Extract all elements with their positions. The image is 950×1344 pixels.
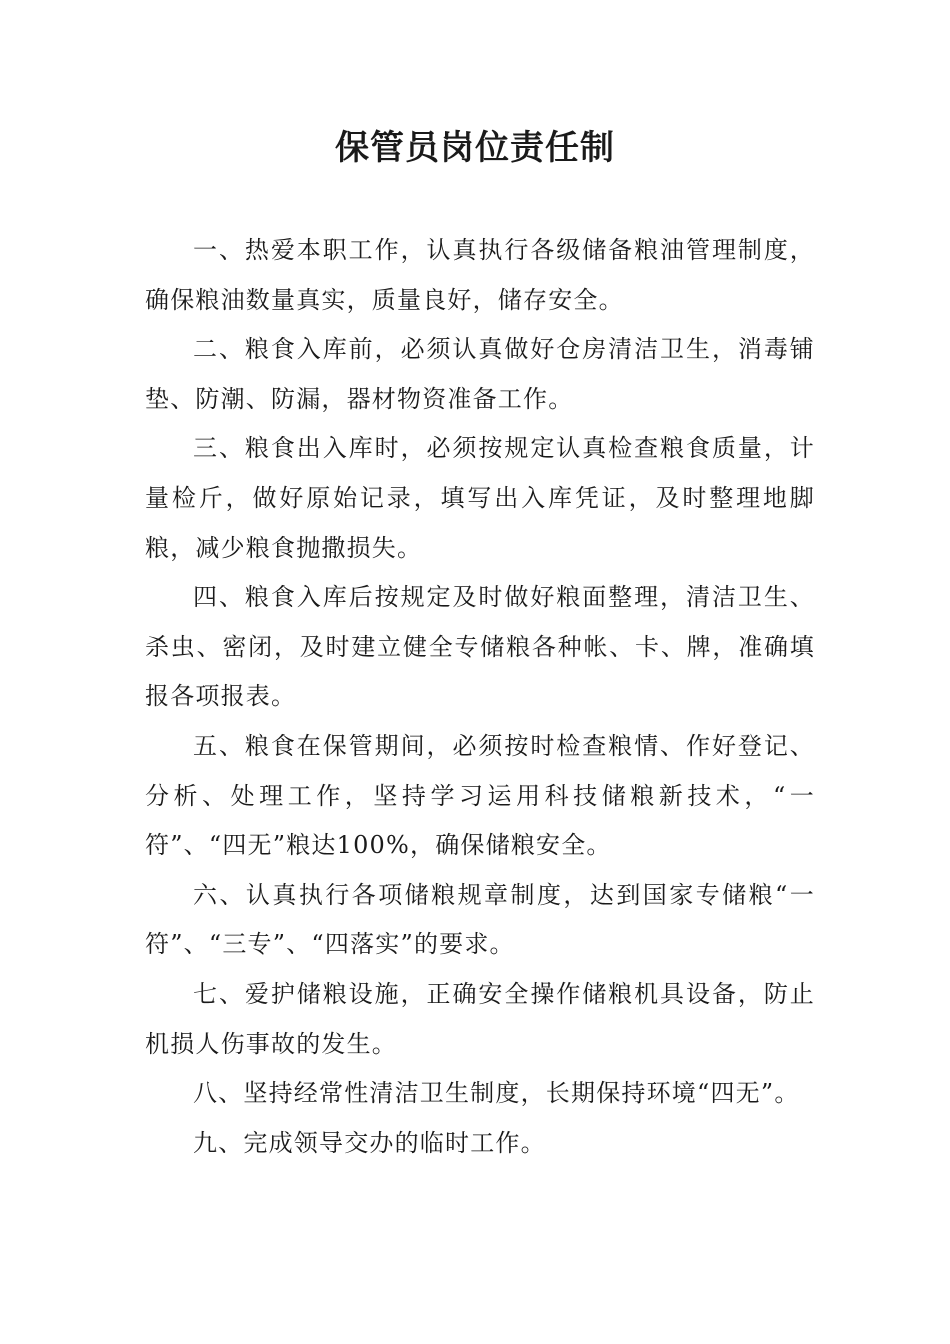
paragraph-7: 七、爱护储粮设施，正确安全操作储粮机具设备，防止机损人伤事故的发生。 (145, 979, 815, 1058)
document-body (145, 226, 815, 1168)
paragraph-3: 三、粮食出入库时，必须按规定认真检查粮食质量，计量检斤，做好原始记录，填写出入库凭证，及时整理地脚粮，减少粮食抛撒损失。 (145, 434, 815, 562)
paragraph-5: 五、粮食在保管期间，必须按时检查粮情、作好登记、分析、处理工作，坚持学习运用科技储粮新技术，“一符”、“四无”粮达100%，确保储粮安全。 (145, 731, 815, 860)
paragraph-1: 一、热爱本职工作，认真执行各级储备粮油管理制度，确保粮油数量真实，质量良好，储存安全。 (145, 236, 815, 314)
paragraph-2: 二、粮食入库前，必须认真做好仓房清洁卫生，消毒铺垫、防潮、防漏，器材物资准备工作。 (145, 335, 815, 413)
document-title: 保管员岗位责任制 (335, 128, 615, 168)
paragraph-9: 九、完成领导交办的临时工作。 (193, 1128, 546, 1157)
paragraph-6: 六、认真执行各项储粮规章制度，达到国家专储粮“一符”、“三专”、“四落实”的要求。 (145, 880, 815, 959)
paragraph-8: 八、坚持经常性清洁卫生制度，长期保持环境“四无”。 (193, 1079, 800, 1108)
paragraph-4: 四、粮食入库后按规定及时做好粮面整理，清洁卫生、杀虫、密闭，及时建立健全专储粮各种帐、卡、牌，准确填报各项报表。 (145, 583, 815, 711)
